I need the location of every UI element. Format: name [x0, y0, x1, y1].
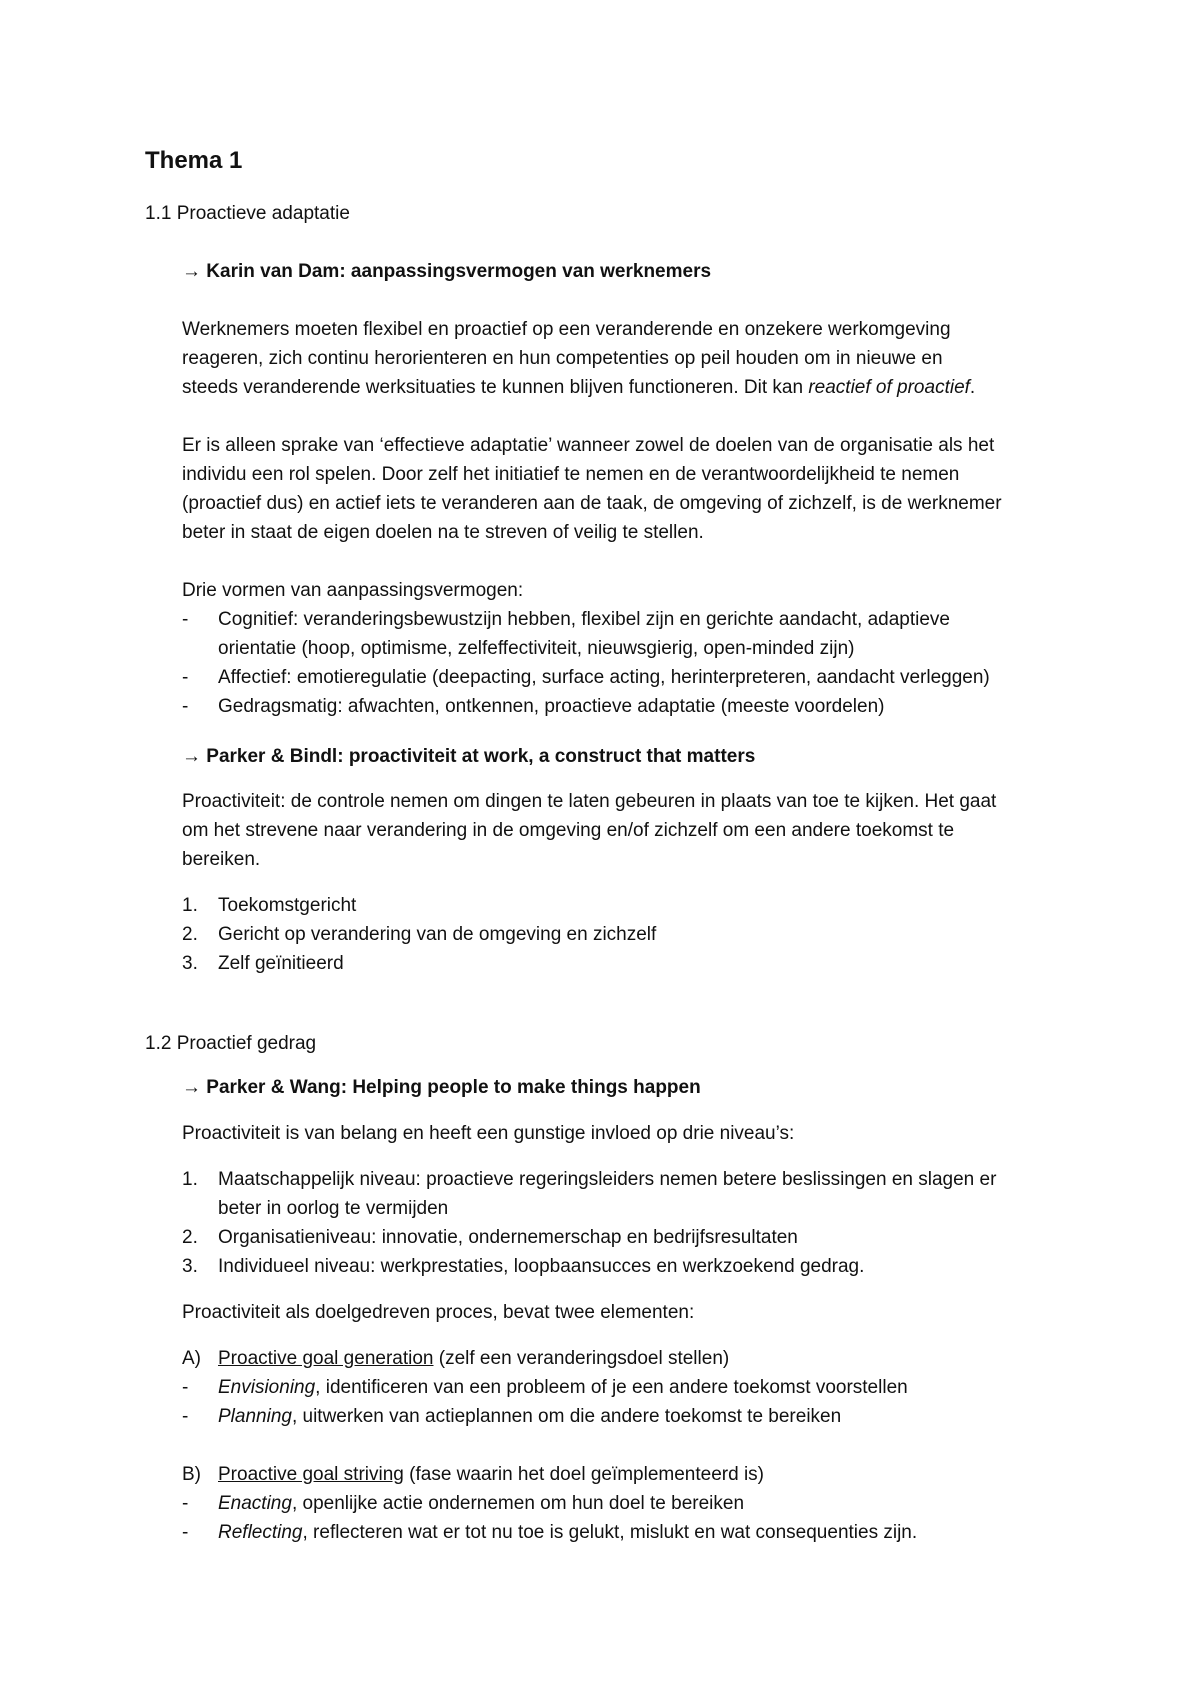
list-dash: - — [182, 667, 189, 688]
underlined-term: Proactive goal generation — [218, 1348, 434, 1369]
list-item: Toekomstgericht — [218, 895, 357, 916]
list-letter: A) — [182, 1348, 201, 1369]
list-dash: - — [182, 609, 189, 630]
list-item-continuation: orientatie (hoop, optimisme, zelfeffectiviteit, nieuwsgierig, open-minded zijn) — [218, 638, 855, 659]
list-item — [218, 1489, 744, 1518]
paragraph-line: Proactiviteit als doelgedreven proces, bevat twee elementen: — [182, 1302, 695, 1323]
italic-term: Planning — [218, 1406, 292, 1427]
italic-term: Enacting — [218, 1493, 292, 1514]
list-item: Individueel niveau: werkprestaties, loopbaansucces en werkzoekend gedrag. — [218, 1256, 865, 1277]
list-item: Gericht op verandering van de omgeving en zichzelf — [218, 924, 657, 945]
element-heading-b — [218, 1460, 764, 1489]
emphasis-text: reactief of proactief — [808, 377, 970, 398]
paragraph-line: om het strevene naar verandering in de omgeving en/of zichzelf om een andere toekomst te — [182, 820, 955, 841]
list-number: 3. — [182, 1256, 198, 1277]
list-number: 3. — [182, 953, 198, 974]
underlined-term: Proactive goal striving — [218, 1464, 404, 1485]
element-heading-a — [218, 1344, 729, 1373]
text-run: (fase waarin het doel geïmplementeerd is) — [403, 1464, 765, 1485]
list-number: 1. — [182, 1169, 198, 1190]
paragraph-line: individu een rol spelen. Door zelf het initiatief te nemen en de verantwoordelijkheid te nemen — [182, 464, 960, 485]
list-item: Maatschappelijk niveau: proactieve regeringsleiders nemen betere beslissingen en slagen er — [218, 1169, 997, 1190]
list-dash: - — [182, 1377, 189, 1398]
paragraph-line: Proactiviteit: de controle nemen om dingen te laten gebeuren in plaats van toe te kijken. Het gaat — [182, 791, 997, 812]
list-dash: - — [182, 1493, 189, 1514]
list-item — [218, 1373, 908, 1402]
source-title: Parker & Bindl: proactiviteit at work, a construct that matters — [206, 746, 756, 767]
section-heading-1-2: 1.2 Proactief gedrag — [145, 1033, 317, 1054]
source-heading-van-dam — [182, 257, 711, 286]
paragraph-line: reageren, zich continu herorienteren en hun competenties op peil houden om in nieuwe en — [182, 348, 943, 369]
text-run: , reflecteren wat er tot nu toe is gelukt, mislukt en wat consequenties zijn. — [302, 1522, 918, 1543]
list-item — [218, 1402, 841, 1431]
italic-term: Reflecting — [218, 1522, 303, 1543]
list-number: 1. — [182, 895, 198, 916]
text-run: , identificeren van een probleem of je een andere toekomst voorstellen — [315, 1377, 908, 1398]
list-item — [218, 1518, 917, 1547]
page-title: Thema 1 — [145, 147, 243, 174]
list-dash: - — [182, 1522, 189, 1543]
arrow-icon: → — [182, 1077, 201, 1098]
arrow-icon: → — [182, 261, 201, 282]
paragraph-line: Werknemers moeten flexibel en proactief op een veranderende en onzekere werkomgeving — [182, 319, 951, 340]
list-number: 2. — [182, 924, 198, 945]
list-intro: Drie vormen van aanpassingsvermogen: — [182, 580, 524, 601]
arrow-icon: → — [182, 746, 201, 767]
list-item: Organisatieniveau: innovatie, ondernemerschap en bedrijfsresultaten — [218, 1227, 798, 1248]
source-heading-parker-wang — [182, 1073, 701, 1102]
paragraph-line: bereiken. — [182, 849, 261, 870]
list-number: 2. — [182, 1227, 198, 1248]
list-dash: - — [182, 696, 189, 717]
list-dash: - — [182, 1406, 189, 1427]
list-item-continuation: beter in oorlog te vermijden — [218, 1198, 449, 1219]
list-item: Affectief: emotieregulatie (deepacting, surface acting, herinterpreteren, aandacht verleggen) — [218, 667, 990, 688]
list-item: Cognitief: veranderingsbewustzijn hebben, flexibel zijn en gerichte aandacht, adaptieve — [218, 609, 950, 630]
paragraph-line: Proactiviteit is van belang en heeft een gunstige invloed op drie niveau’s: — [182, 1123, 795, 1144]
paragraph-line: beter in staat de eigen doelen na te streven of veilig te stellen. — [182, 522, 704, 543]
text-run: , openlijke actie ondernemen om hun doel te bereiken — [291, 1493, 745, 1514]
source-heading-parker-bindl — [182, 742, 755, 771]
paragraph-line: Er is alleen sprake van ‘effectieve adaptatie’ wanneer zowel de doelen van de organisatie als het — [182, 435, 995, 456]
text-run: steeds veranderende werksituaties te kunnen blijven functioneren. Dit kan — [182, 377, 809, 398]
source-title: Parker & Wang: Helping people to make things happen — [206, 1077, 701, 1098]
paragraph-line: (proactief dus) en actief iets te veranderen aan de taak, de omgeving of zichzelf, is de werknemer — [182, 493, 1002, 514]
text-run: (zelf een veranderingsdoel stellen) — [433, 1348, 730, 1369]
list-item: Gedragsmatig: afwachten, ontkennen, proactieve adaptatie (meeste voordelen) — [218, 696, 885, 717]
italic-term: Envisioning — [218, 1377, 316, 1398]
list-item: Zelf geïnitieerd — [218, 953, 344, 974]
text-run: . — [969, 377, 976, 398]
paragraph-line — [182, 373, 975, 402]
source-title: Karin van Dam: aanpassingsvermogen van werknemers — [206, 261, 712, 282]
section-heading-1-1: 1.1 Proactieve adaptatie — [145, 203, 350, 224]
text-run: , uitwerken van actieplannen om die andere toekomst te bereiken — [291, 1406, 842, 1427]
list-letter: B) — [182, 1464, 201, 1485]
